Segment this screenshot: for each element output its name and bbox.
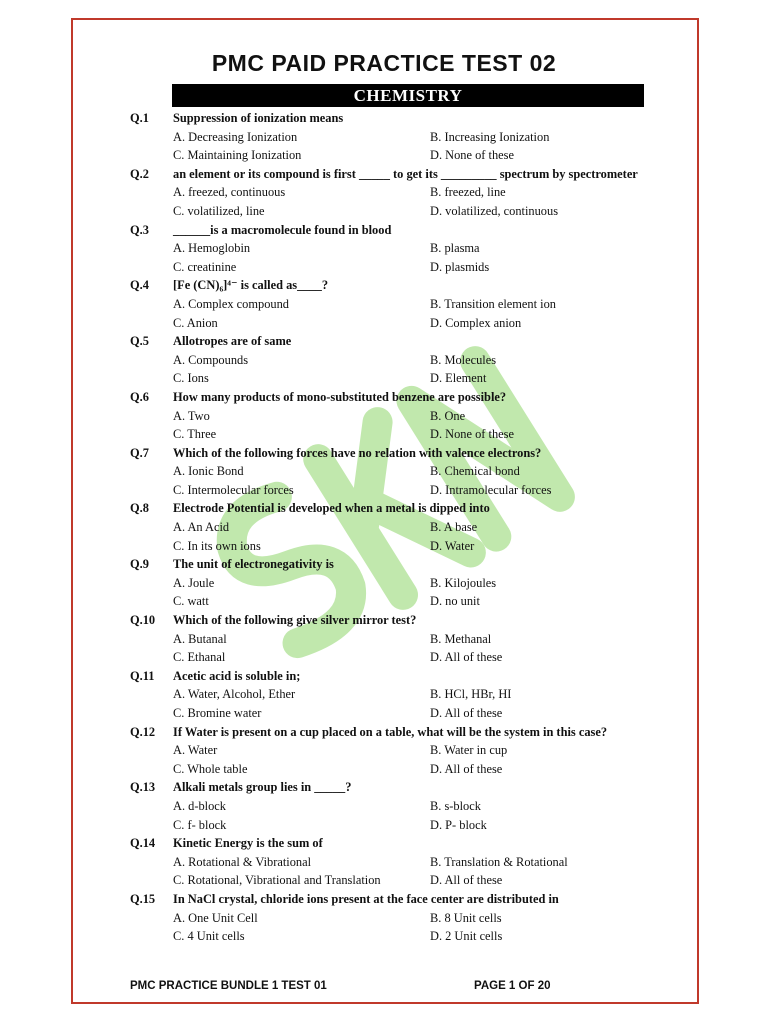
option-c: C. In its own ions <box>173 538 261 553</box>
option-a: A. freezed, continuous <box>173 185 286 200</box>
question-text: Kinetic Energy is the sum of <box>173 836 323 851</box>
question-text: an element or its compound is first _____ to get its _________ spectrum by spectrometer <box>173 166 638 181</box>
option-b: B. HCl, HBr, HI <box>430 687 512 702</box>
option-b: B. Molecules <box>430 352 497 367</box>
question-text: Which of the following forces have no relation with valence electrons? <box>173 445 542 460</box>
question-number: Q.5 <box>130 334 149 349</box>
question-number: Q.13 <box>130 780 156 795</box>
option-c: C. Intermolecular forces <box>173 482 294 497</box>
question-text: Acetic acid is soluble in; <box>173 668 301 683</box>
question-number: Q.14 <box>130 836 156 851</box>
option-c: C. Three <box>173 427 217 442</box>
option-d: D. Complex anion <box>430 315 522 330</box>
option-a: A. Decreasing Ionization <box>173 129 298 144</box>
question-number: Q.9 <box>130 557 149 572</box>
option-d: D. All of these <box>430 650 503 665</box>
option-b: B. s-block <box>430 798 481 813</box>
option-a: A. An Acid <box>173 520 230 535</box>
option-c: C. creatinine <box>173 259 237 274</box>
option-b: B. One <box>430 408 466 423</box>
question-9 <box>130 555 650 611</box>
question-number: Q.3 <box>130 222 149 237</box>
option-a: A. Rotational & Vibrational <box>173 854 312 869</box>
question-number: Q.2 <box>130 166 149 181</box>
subject-heading: CHEMISTRY <box>172 84 644 107</box>
footer-bundle-label: PMC PRACTICE BUNDLE 1 TEST 01 <box>130 980 327 992</box>
option-b: B. plasma <box>430 241 480 256</box>
question-8 <box>130 499 650 555</box>
question-7 <box>130 444 650 500</box>
question-number: Q.11 <box>130 668 155 683</box>
question-14 <box>130 834 650 890</box>
option-b: B. Transition element ion <box>430 296 556 311</box>
option-b: B. Kilojoules <box>430 575 497 590</box>
option-c: C. Ethanal <box>173 650 226 665</box>
option-a: A. d-block <box>173 798 226 813</box>
question-text: If Water is present on a cup placed on a table, what will be the system in this case? <box>173 724 608 739</box>
option-d: D. plasmids <box>430 259 490 274</box>
option-c: C. Rotational, Vibrational and Translation <box>173 873 381 888</box>
option-c: C. f- block <box>173 817 227 832</box>
question-10 <box>130 611 650 667</box>
question-11 <box>130 667 650 723</box>
option-b: B. Chemical bond <box>430 464 520 479</box>
question-number: Q.10 <box>130 613 156 628</box>
question-text: The unit of electronegativity is <box>173 557 334 572</box>
option-a: A. Two <box>173 408 210 423</box>
question-text: Alkali metals group lies in _____? <box>173 780 352 795</box>
question-text: Suppression of ionization means <box>173 111 344 125</box>
option-d: D. Intramolecular forces <box>430 482 552 497</box>
option-c: C. watt <box>173 594 209 609</box>
question-number: Q.15 <box>130 891 156 906</box>
option-c: C. Ions <box>173 371 209 386</box>
option-c: C. Bromine water <box>173 706 262 720</box>
question-text: [Fe (CN)₆]⁴⁻ is called as____? <box>173 278 329 293</box>
option-d: D. Element <box>430 371 487 386</box>
option-a: A. Water <box>173 743 218 758</box>
option-a: A. Ionic Bond <box>173 464 244 479</box>
question-list <box>130 109 650 946</box>
question-3 <box>130 221 650 277</box>
question-number: Q.4 <box>130 278 149 293</box>
option-d: D. None of these <box>430 427 514 442</box>
option-a: A. Hemoglobin <box>173 241 251 256</box>
footer-page-number: PAGE 1 OF 20 <box>474 980 551 992</box>
option-b: B. Methanal <box>430 631 492 646</box>
option-d: D. 2 Unit cells <box>430 929 503 944</box>
question-13 <box>130 778 650 834</box>
question-5 <box>130 332 650 388</box>
option-b: B. A base <box>430 520 478 535</box>
option-d: D. P- block <box>430 817 487 832</box>
option-a: A. Complex compound <box>173 296 289 311</box>
option-c: C. Maintaining Ionization <box>173 148 302 163</box>
question-4 <box>130 276 650 332</box>
option-c: C. volatilized, line <box>173 203 265 218</box>
option-b: B. Translation & Rotational <box>430 854 568 869</box>
option-c: C. Whole table <box>173 761 248 776</box>
option-d: D. Water <box>430 538 475 553</box>
option-a: A. Butanal <box>173 631 227 646</box>
option-b: B. freezed, line <box>430 185 506 200</box>
option-b: B. Increasing Ionization <box>430 129 550 144</box>
question-number: Q.8 <box>130 501 149 516</box>
question-number: Q.1 <box>130 111 149 125</box>
question-text: How many products of mono-substituted benzene are possible? <box>173 389 507 404</box>
option-b: B. 8 Unit cells <box>430 910 502 925</box>
question-1 <box>130 109 650 165</box>
option-d: D. All of these <box>430 706 503 720</box>
option-a: A. One Unit Cell <box>173 910 258 925</box>
option-c: C. Anion <box>173 315 218 330</box>
option-d: D. volatilized, continuous <box>430 203 559 218</box>
option-a: A. Joule <box>173 575 215 590</box>
question-12 <box>130 723 650 779</box>
test-title: PMC PAID PRACTICE TEST 02 <box>211 50 557 76</box>
question-text: In NaCl crystal, chloride ions present at the face center are distributed in <box>173 891 559 906</box>
option-b: B. Water in cup <box>430 743 508 758</box>
question-text: Electrode Potential is developed when a metal is dipped into <box>173 501 490 516</box>
question-text: Allotropes are of same <box>173 334 292 349</box>
option-d: D. All of these <box>430 873 503 888</box>
option-d: D. None of these <box>430 148 514 163</box>
question-text: Which of the following give silver mirror test? <box>173 613 417 628</box>
option-a: A. Water, Alcohol, Ether <box>173 687 296 702</box>
question-text: ______is a macromolecule found in blood <box>173 222 392 237</box>
option-d: D. All of these <box>430 761 503 776</box>
question-number: Q.6 <box>130 389 149 404</box>
question-number: Q.12 <box>130 724 156 739</box>
option-d: D. no unit <box>430 594 480 609</box>
question-15 <box>130 890 650 946</box>
option-a: A. Compounds <box>173 352 249 367</box>
question-6 <box>130 388 650 444</box>
question-2 <box>130 165 650 221</box>
option-c: C. 4 Unit cells <box>173 929 245 944</box>
question-number: Q.7 <box>130 445 149 460</box>
